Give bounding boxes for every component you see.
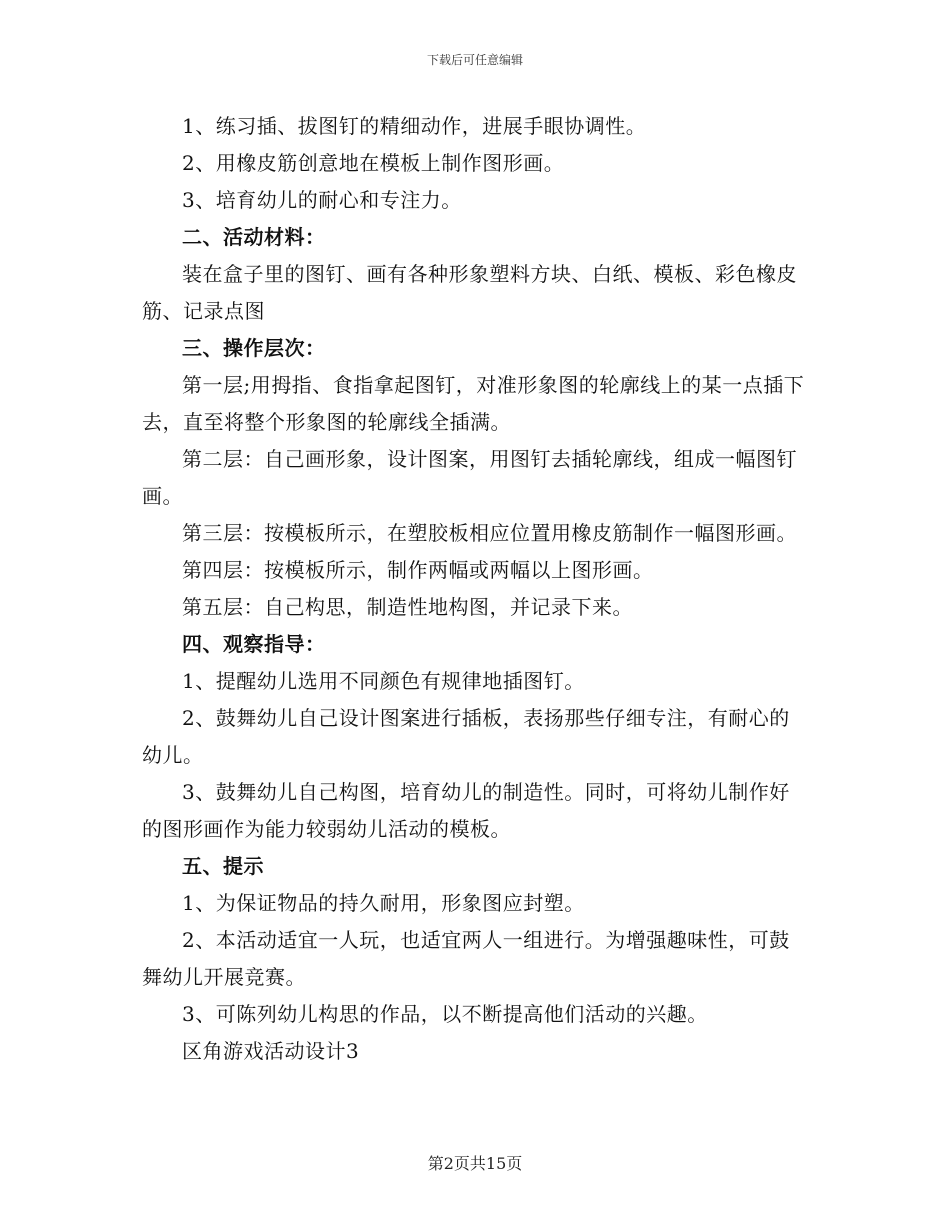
paragraph-tip-2: 2、本活动适宜一人玩，也适宜两人一组进行。为增强趣味性，可鼓舞幼儿开展竞赛。: [142, 928, 790, 989]
page-header: 下载后可任意编辑: [426, 53, 523, 67]
section-heading-materials: 二、活动材料：: [182, 225, 326, 249]
paragraph-tip-3: 3、可陈列幼儿构思的作品，以不断提高他们活动的兴趣。: [182, 1002, 708, 1026]
section-heading-guidance: 四、观察指导：: [182, 632, 326, 656]
document-body: [142, 108, 810, 1070]
paragraph-tip-1: 1、为保证物品的持久耐用，形象图应封塑。: [182, 891, 585, 915]
paragraph-level-4: 第四层：按模板所示，制作两幅或两幅以上图形画。: [182, 558, 654, 582]
paragraph-guidance-3: 3、鼓舞幼儿自己构图，培育幼儿的制造性。同时，可将幼儿制作好的图形画作为能力较弱幼儿活动的模板。: [142, 780, 790, 841]
page-footer: 第2页共15页: [427, 1154, 523, 1173]
paragraph-level-2: 第二层：自己画形象，设计图案，用图钉去插轮廓线，组成一幅图钉画。: [142, 447, 797, 508]
section-heading-levels: 三、操作层次：: [182, 336, 326, 360]
paragraph-2: 2、用橡皮筋创意地在模板上制作图形画。: [182, 151, 565, 175]
paragraph-level-1: 第一层;用拇指、食指拿起图钉，对准形象图的轮廓线上的某一点插下去，直至将整个形象图的轮廓线全插满。: [142, 373, 805, 434]
paragraph-3: 3、培育幼儿的耐心和专注力。: [182, 188, 462, 212]
paragraph-guidance-2: 2、鼓舞幼儿自己设计图案进行插板，表扬那些仔细专注，有耐心的幼儿。: [142, 706, 790, 767]
section-heading-tips: 五、提示: [182, 854, 264, 878]
paragraph-next-title: 区角游戏活动设计3: [182, 1039, 360, 1063]
paragraph-materials: 装在盒子里的图钉、画有各种形象塑料方块、白纸、模板、彩色橡皮筋、记录点图: [142, 262, 797, 323]
paragraph-level-3: 第三层：按模板所示，在塑胶板相应位置用橡皮筋制作一幅图形画。: [182, 521, 797, 545]
paragraph-1: 1、练习插、拔图钉的精细动作，进展手眼协调性。: [182, 114, 647, 138]
paragraph-level-5: 第五层：自己构思，制造性地构图，并记录下来。: [182, 595, 633, 619]
paragraph-guidance-1: 1、提醒幼儿选用不同颜色有规律地插图钉。: [182, 669, 585, 693]
